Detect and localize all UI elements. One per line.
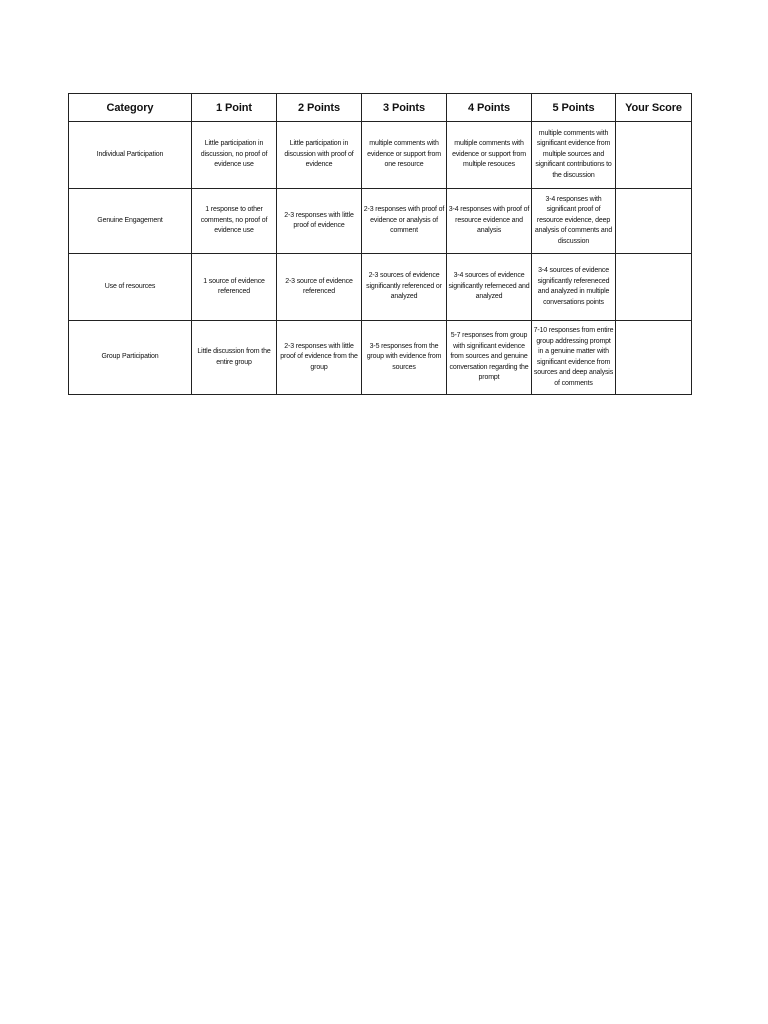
header-row [69,94,692,122]
header-your-score: Your Score [616,94,692,122]
score-cell [616,254,692,321]
criteria-cell: 1 source of evidence referenced [192,254,277,321]
criteria-cell: 7-10 responses from entire group addressing prompt in a genuine matter with significant evidence from sources and deep analysis of comments [532,321,616,395]
rubric-table [68,93,692,395]
score-cell [616,321,692,395]
score-cell [616,189,692,254]
table-row [69,321,692,395]
header-2-points: 2 Points [277,94,362,122]
header-5-points: 5 Points [532,94,616,122]
header-3-points: 3 Points [362,94,447,122]
criteria-cell: 2-3 responses with little proof of evidence [277,189,362,254]
table-row [69,189,692,254]
criteria-cell: Little participation in discussion, no proof of evidence use [192,122,277,189]
score-cell [616,122,692,189]
criteria-cell: Little discussion from the entire group [192,321,277,395]
header-category: Category [69,94,192,122]
table-row [69,122,692,189]
criteria-cell: Little participation in discussion with proof of evidence [277,122,362,189]
criteria-cell: multiple comments with significant evidence from multiple sources and significant contributions to the discussion [532,122,616,189]
criteria-cell: multiple comments with evidence or support from one resource [362,122,447,189]
criteria-cell: 2-3 responses with proof of evidence or analysis of comment [362,189,447,254]
table-row [69,254,692,321]
criteria-cell: 2-3 sources of evidence significantly referenced or analyzed [362,254,447,321]
category-cell: Use of resources [69,254,192,321]
criteria-cell: 2-3 responses with little proof of evidence from the group [277,321,362,395]
criteria-cell: multiple comments with evidence or support from multiple resouces [447,122,532,189]
criteria-cell: 5-7 responses from group with significant evidence from sources and genuine conversation regarding the prompt [447,321,532,395]
criteria-cell: 2-3 source of evidence referenced [277,254,362,321]
header-4-points: 4 Points [447,94,532,122]
header-1-point: 1 Point [192,94,277,122]
category-cell: Genuine Engagement [69,189,192,254]
criteria-cell: 3-4 responses with significant proof of resource evidence, deep analysis of comments and discussion [532,189,616,254]
criteria-cell: 3-4 sources of evidence significantly referneced and analyzed [447,254,532,321]
category-cell: Group Participation [69,321,192,395]
category-cell: Individual Participation [69,122,192,189]
criteria-cell: 3-4 sources of evidence significantly refereneced and analyzed in multiple conversations points [532,254,616,321]
criteria-cell: 3-5 responses from the group with evidence from sources [362,321,447,395]
criteria-cell: 1 response to other comments, no proof of evidence use [192,189,277,254]
criteria-cell: 3-4 responses with proof of resource evidence and analysis [447,189,532,254]
